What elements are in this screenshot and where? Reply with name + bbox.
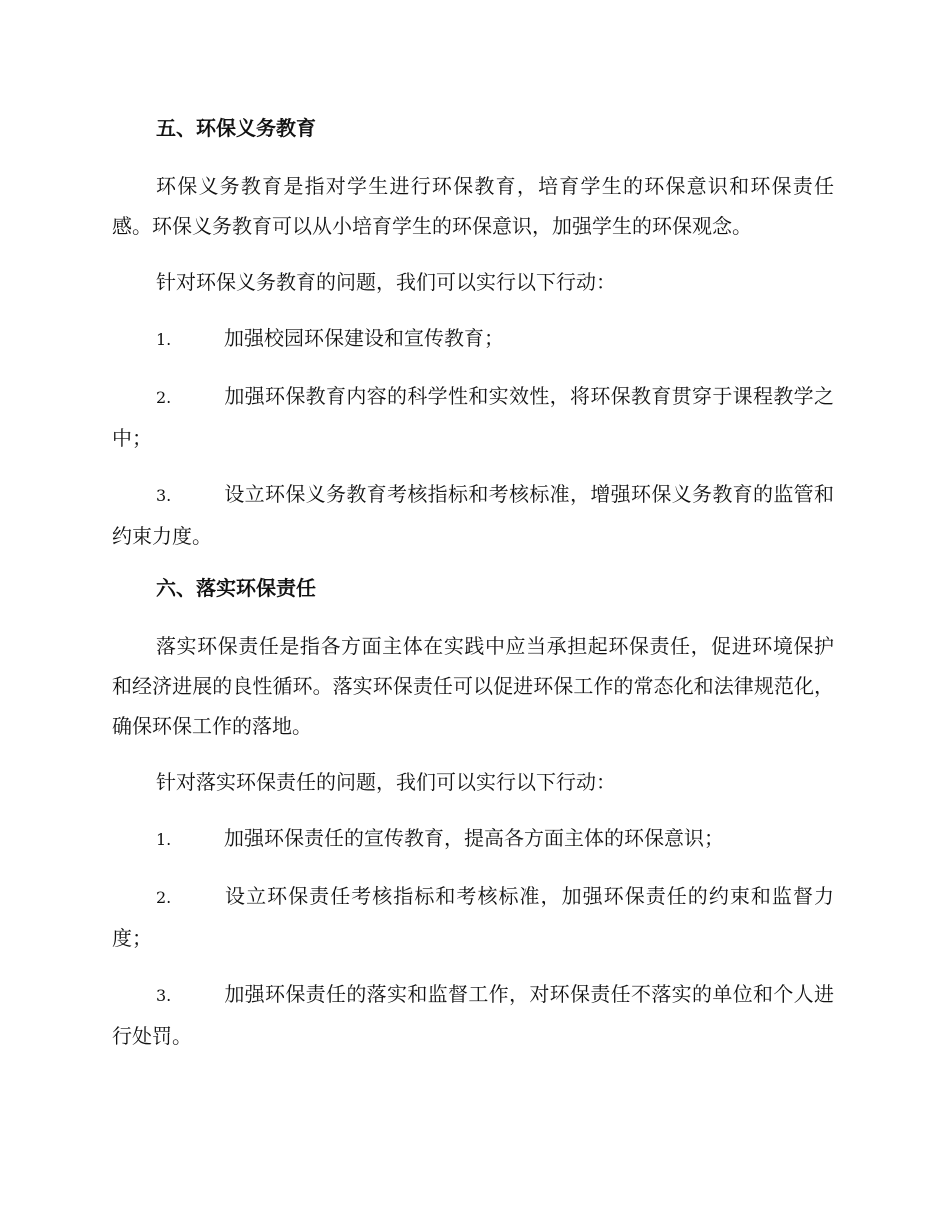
section-environmental-responsibility xyxy=(112,572,834,1056)
section-heading: 五、环保义务教育 xyxy=(156,116,316,140)
list-item-text: 加强环保责任的落实和监督工作，对环保责任不落实的单位和个人进行处罚。 xyxy=(112,982,834,1048)
list-item-number: 1. xyxy=(156,330,172,349)
paragraph: 针对落实环保责任的问题，我们可以实行以下行动： xyxy=(156,770,616,794)
list-item-number: 3. xyxy=(156,986,172,1005)
list-item xyxy=(112,376,834,458)
list-item-text: 设立环保责任考核指标和考核标准，加强环保责任的约束和监督力度； xyxy=(112,884,834,950)
document-page xyxy=(112,112,834,1072)
list-item-text: 加强校园环保建设和宣传教育； xyxy=(224,326,504,350)
list-item-number: 1. xyxy=(156,830,172,849)
section-heading: 六、落实环保责任 xyxy=(156,576,316,600)
list-item xyxy=(112,818,834,860)
list-item xyxy=(112,318,834,360)
list-item-text: 加强环保教育内容的科学性和实效性，将环保教育贯穿于课程教学之中； xyxy=(112,384,834,450)
list-item xyxy=(112,876,834,958)
paragraph: 针对环保义务教育的问题，我们可以实行以下行动： xyxy=(156,270,616,294)
list-item xyxy=(112,974,834,1056)
list-item-number: 3. xyxy=(156,486,172,505)
list-item xyxy=(112,474,834,556)
paragraph: 环保义务教育是指对学生进行环保教育，培育学生的环保意识和环保责任感。环保义务教育可以从小培育学生的环保意识，加强学生的环保观念。 xyxy=(112,174,834,238)
list-item-number: 2. xyxy=(156,388,172,407)
section-environmental-education xyxy=(112,112,834,556)
paragraph: 落实环保责任是指各方面主体在实践中应当承担起环保责任，促进环境保护和经济进展的良性循环。落实环保责任可以促进环保工作的常态化和法律规范化，确保环保工作的落地。 xyxy=(112,634,834,738)
list-item-text: 加强环保责任的宣传教育，提高各方面主体的环保意识； xyxy=(224,826,724,850)
list-item-number: 2. xyxy=(156,888,172,907)
list-item-text: 设立环保义务教育考核指标和考核标准，增强环保义务教育的监管和约束力度。 xyxy=(112,482,834,548)
